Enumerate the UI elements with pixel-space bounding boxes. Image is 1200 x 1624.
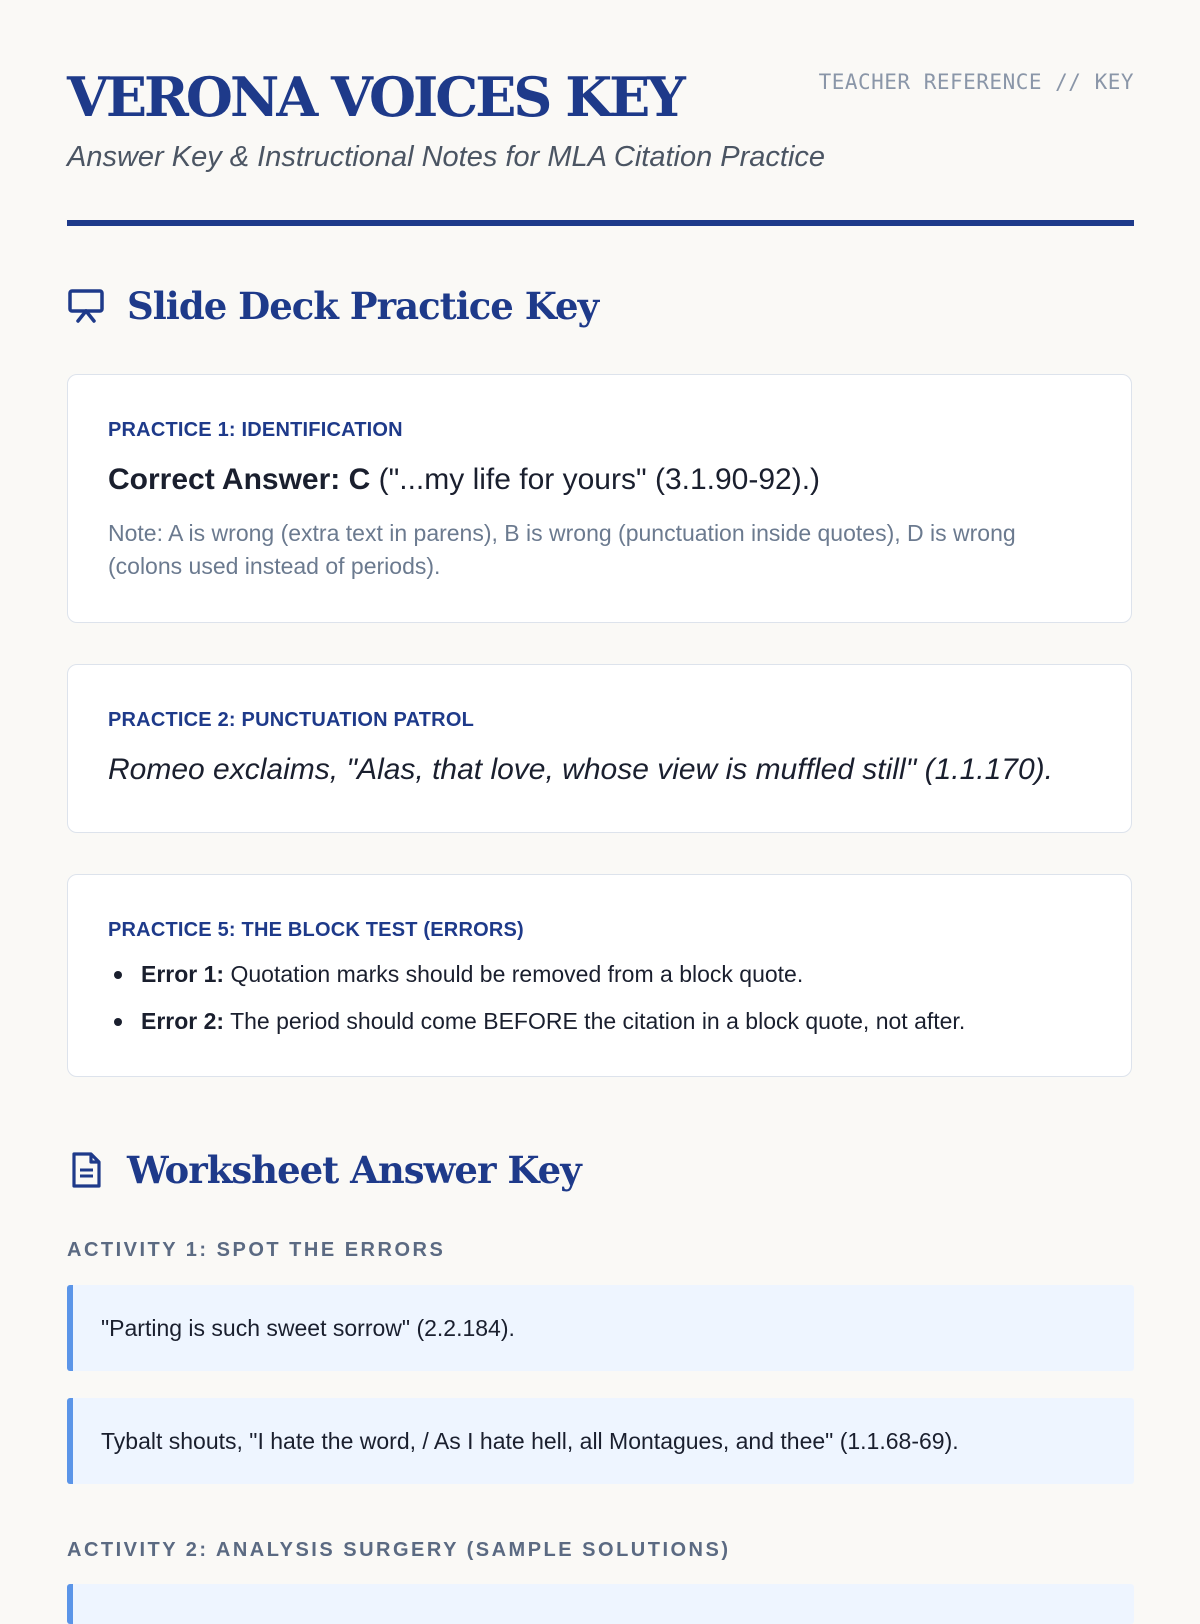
error-text: Quotation marks should be removed from a block quote. xyxy=(230,961,804,987)
list-item xyxy=(108,998,1091,1045)
activity-2-answer-partial xyxy=(67,1584,1134,1624)
practice-5-card xyxy=(67,874,1132,1077)
list-item xyxy=(108,951,1091,998)
practice-5-label: PRACTICE 5: THE BLOCK TEST (ERRORS) xyxy=(108,919,524,941)
worksheet-section-title: Worksheet Answer Key xyxy=(127,1148,581,1192)
correct-answer-prefix: Correct Answer: C xyxy=(108,463,371,496)
activity-1-answer-2: Tybalt shouts, "I hate the word, / As I hate hell, all Montagues, and thee" (1.1.68-69). xyxy=(67,1398,1134,1484)
page-header xyxy=(67,0,1134,228)
practice-1-answer xyxy=(108,463,820,497)
teacher-reference-tag: TEACHER REFERENCE // KEY xyxy=(818,70,1134,94)
presentation-icon xyxy=(67,287,105,325)
practice-1-card xyxy=(67,374,1132,623)
worksheet-section-heading xyxy=(67,1148,581,1192)
slide-deck-section-title: Slide Deck Practice Key xyxy=(127,284,599,328)
header-divider xyxy=(67,220,1134,226)
practice-1-note: Note: A is wrong (extra text in parens), B is wrong (punctuation inside quotes), D is wrong (colons used instead of periods). xyxy=(108,520,1016,580)
error-label: Error 1: xyxy=(141,961,225,987)
page-subtitle: Answer Key & Instructional Notes for MLA Citation Practice xyxy=(67,141,826,173)
answer-key-page xyxy=(67,0,1134,1561)
bullet xyxy=(114,1018,122,1026)
slide-deck-section-heading xyxy=(67,284,598,328)
page-title: VERONA VOICES KEY xyxy=(67,65,683,129)
activity-1-label: ACTIVITY 1: SPOT THE ERRORS xyxy=(67,1239,446,1261)
practice-2-card xyxy=(67,664,1132,833)
document-icon xyxy=(67,1151,105,1189)
practice-1-label: PRACTICE 1: IDENTIFICATION xyxy=(108,419,403,441)
practice-2-label: PRACTICE 2: PUNCTUATION PATROL xyxy=(108,709,474,731)
bullet xyxy=(114,971,122,979)
correct-answer-text: ("...my life for yours" (3.1.90-92).) xyxy=(378,463,821,496)
activity-1-answer-1: "Parting is such sweet sorrow" (2.2.184). xyxy=(67,1285,1134,1371)
error-text: The period should come BEFORE the citation in a block quote, not after. xyxy=(230,1008,966,1034)
block-test-error-list xyxy=(108,951,1091,1045)
activity-2-label: ACTIVITY 2: ANALYSIS SURGERY (SAMPLE SOLUTIONS) xyxy=(67,1539,731,1561)
error-label: Error 2: xyxy=(141,1008,225,1034)
practice-2-quote: Romeo exclaims, "Alas, that love, whose view is muffled still" (1.1.170). xyxy=(108,753,1053,786)
